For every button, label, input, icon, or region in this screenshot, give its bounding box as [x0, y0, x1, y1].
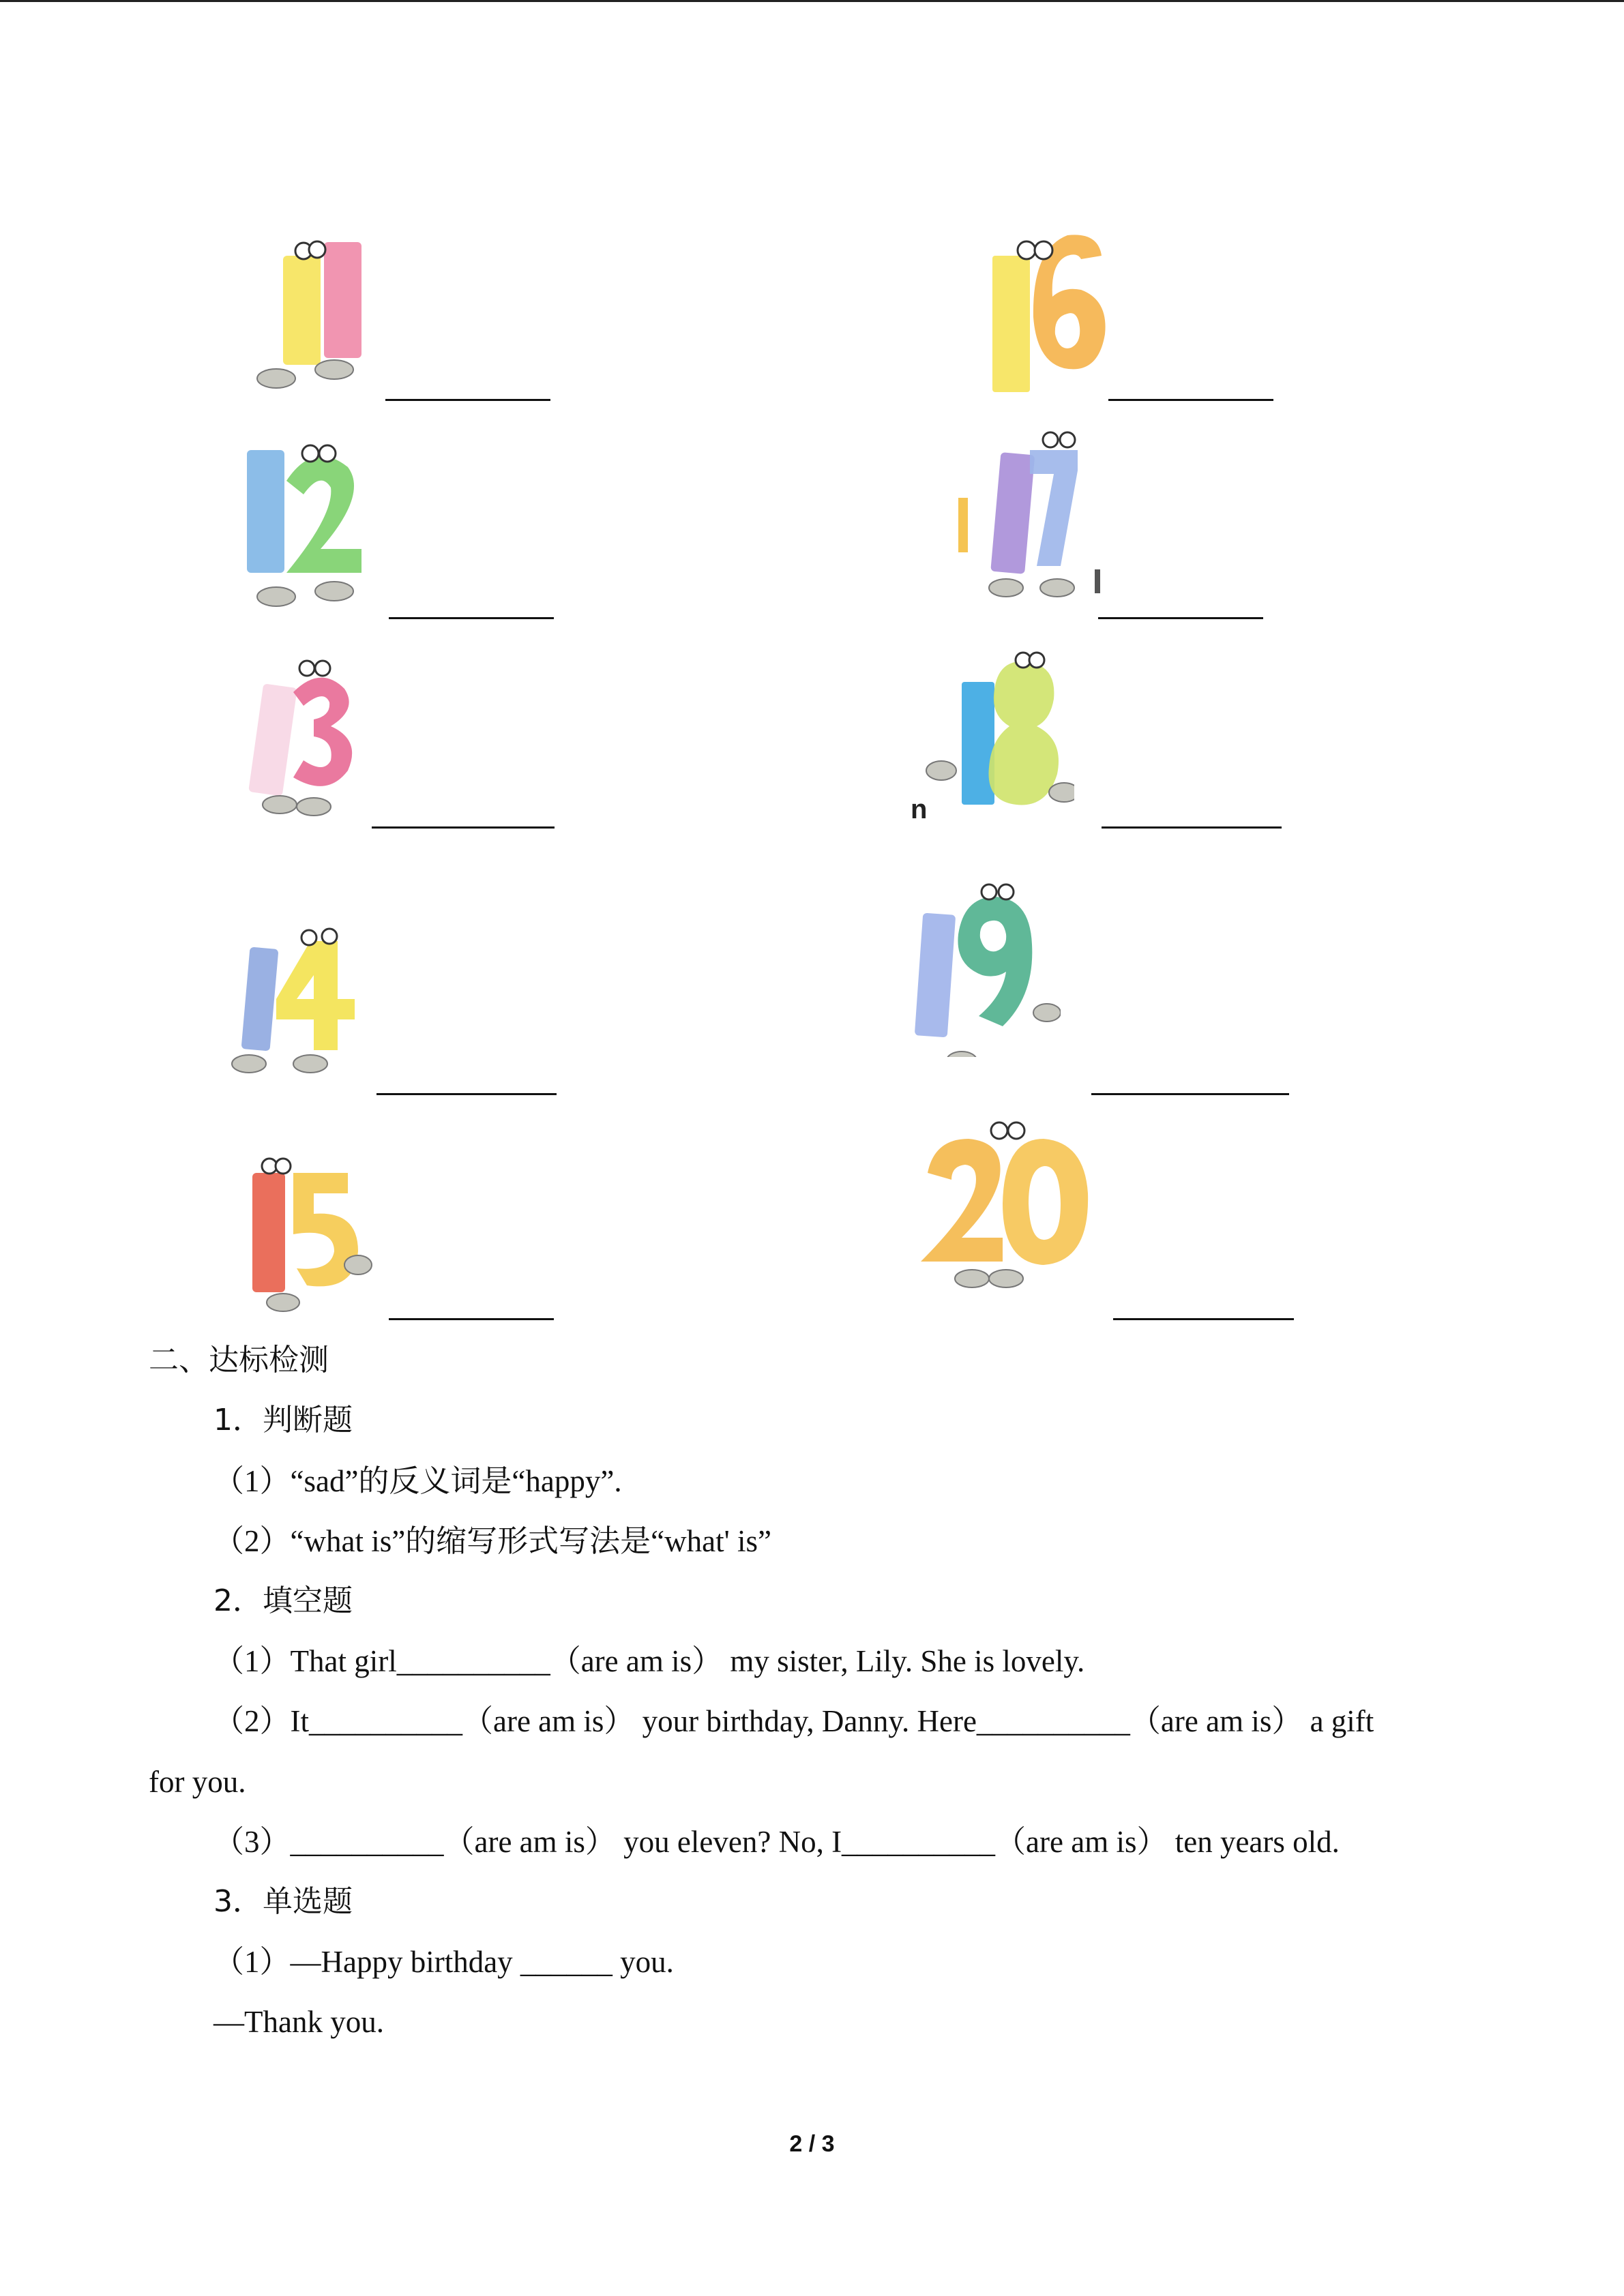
- answer-blank-13[interactable]: [372, 826, 555, 829]
- q1-title: 1．判断题: [213, 1403, 353, 1437]
- number-14-illustration: [228, 917, 379, 1094]
- number-18-illustration: [924, 641, 1074, 818]
- number-16-illustration: [986, 215, 1136, 392]
- q2-item-2-line-2: for you.: [149, 1765, 246, 1799]
- answer-blank-20[interactable]: [1113, 1318, 1294, 1320]
- q1-item-1: （1）“sad”的反义词是“happy”.: [213, 1464, 622, 1498]
- q3-item-1-reply: —Thank you.: [213, 2005, 384, 2039]
- answer-blank-12[interactable]: [389, 617, 554, 619]
- q2-item-1: （1）That girl__________（are am is） my sister, Lily. She is lovely.: [213, 1644, 1085, 1678]
- answer-blank-19[interactable]: [1091, 1093, 1289, 1095]
- digit-1-shape: [283, 256, 321, 365]
- number-13-illustration: [242, 651, 392, 829]
- answer-blank-17[interactable]: [1098, 617, 1263, 619]
- number-12-illustration: [239, 433, 389, 610]
- q3-title: 3．单选题: [213, 1884, 353, 1919]
- answer-blank-14[interactable]: [377, 1093, 557, 1095]
- number-17-illustration: [958, 423, 1108, 600]
- page-number: 2 / 3: [789, 2131, 835, 2157]
- q1-item-2: （2）“what is”的缩写形式写法是“what' is”: [213, 1524, 771, 1558]
- answer-blank-16[interactable]: [1108, 399, 1273, 401]
- section-title: 二、达标检测: [149, 1343, 329, 1377]
- answer-blank-11[interactable]: [385, 399, 550, 401]
- number-15-illustration: [242, 1146, 392, 1323]
- q3-item-1: （1）—Happy birthday ______ you.: [213, 1945, 674, 1979]
- q2-item-2-line-1: （2）It__________（are am is） your birthday, Danny. Here__________（are am is） a gift: [213, 1704, 1374, 1738]
- q2-item-3: （3）__________（are am is） you eleven? No, I__________（are am is） ten years old.: [213, 1825, 1340, 1859]
- number-11-illustration: [246, 218, 396, 396]
- answer-blank-15[interactable]: [389, 1318, 554, 1320]
- digit-1-shape: [324, 242, 361, 358]
- top-border: [0, 0, 1624, 2]
- number-20-illustration: [914, 1112, 1105, 1289]
- q2-title: 2．填空题: [213, 1583, 353, 1618]
- number-19-illustration: [911, 880, 1061, 1057]
- answer-blank-18[interactable]: [1102, 826, 1282, 829]
- image-fragment: n: [911, 794, 928, 824]
